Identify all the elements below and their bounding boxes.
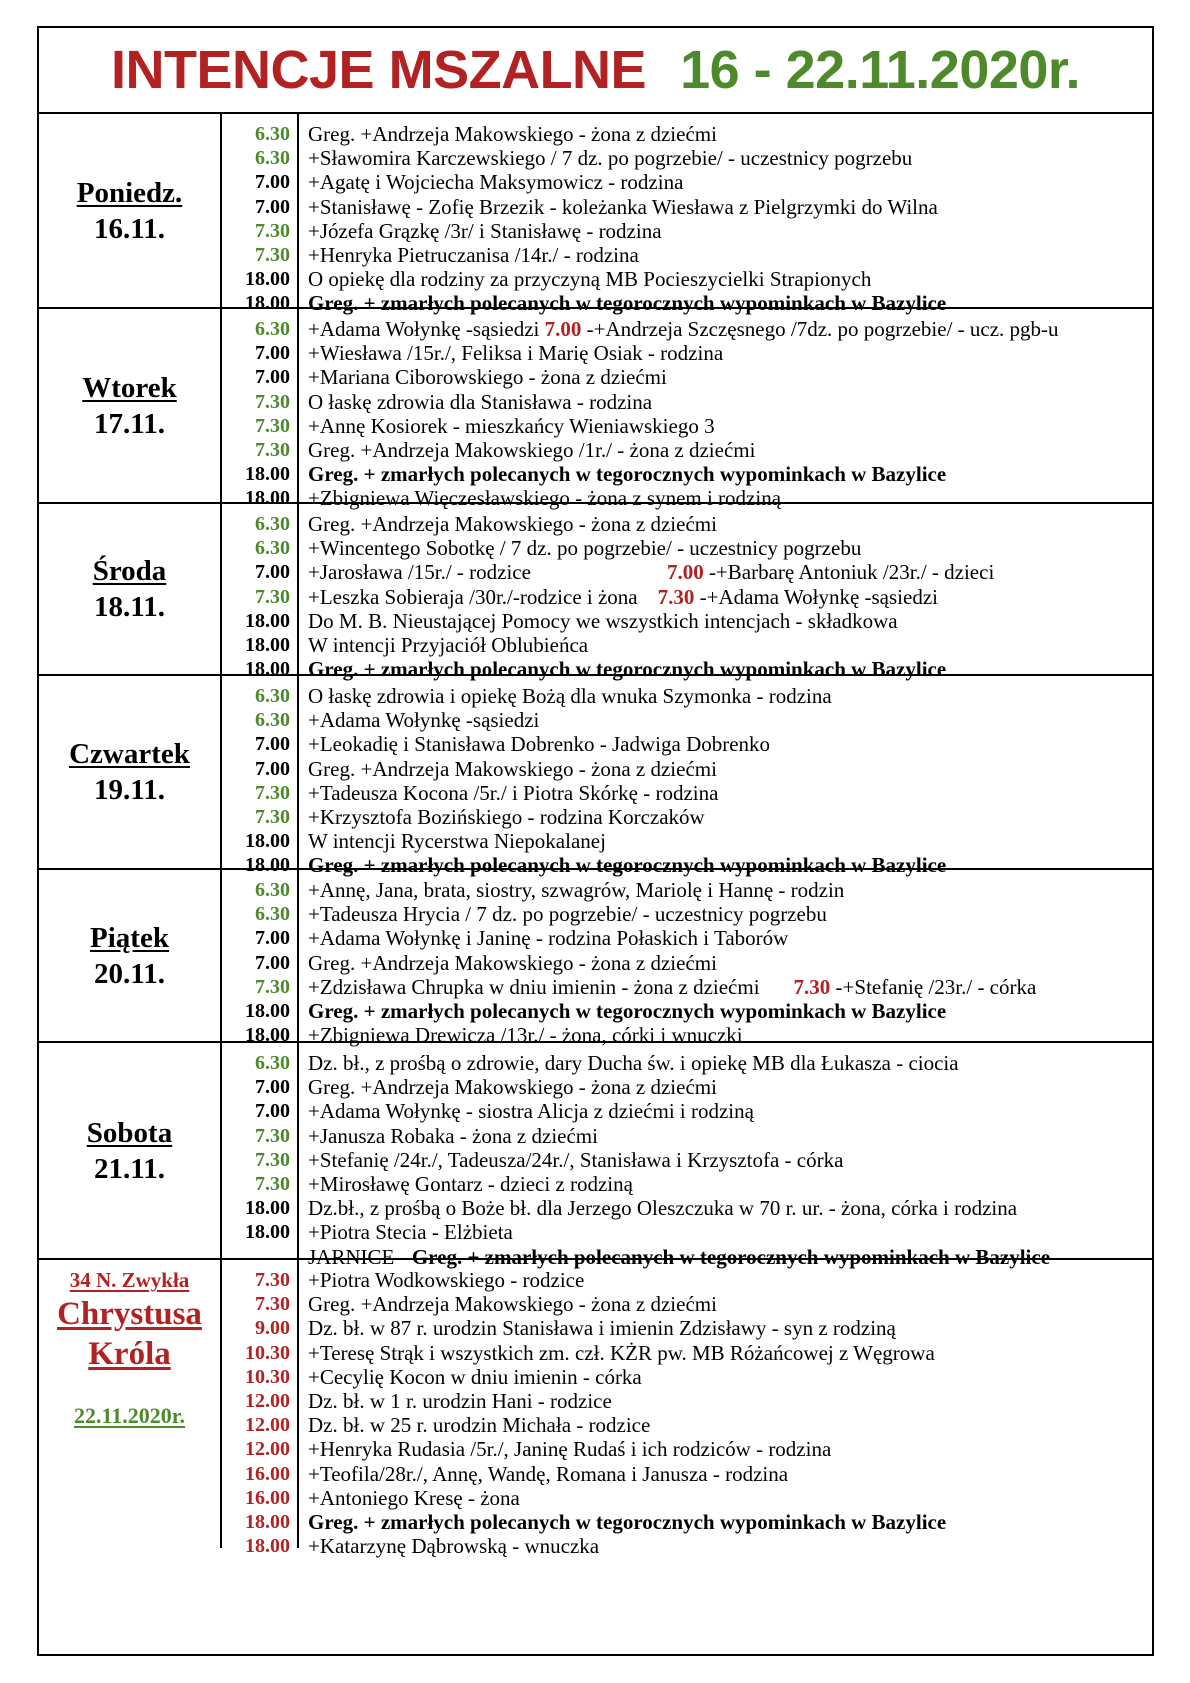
mass-time: 7.30 — [255, 1293, 290, 1316]
mass-time: 6.30 — [255, 537, 290, 560]
mass-time: 18.00 — [245, 830, 290, 853]
time-column — [222, 1043, 299, 1258]
intention-text: +Józefa Grązkę /3r/ i Stanisławę - rodzina — [308, 218, 662, 243]
day-label — [39, 309, 222, 502]
intention-text: +Leszka Sobieraja /30r./-rodzice i żona 7.30 -+Adama Wołynkę -sąsiedzi — [308, 584, 938, 609]
intention-text: Greg. + zmarłych polecanych w tegorocznych wypominkach w Bazylice — [308, 462, 947, 487]
mass-time: 7.30 — [255, 1148, 290, 1171]
mass-time: 7.30 — [255, 438, 290, 461]
mass-time: 6.30 — [255, 513, 290, 535]
mass-time: 7.30 — [255, 243, 290, 266]
mass-time: 12.00 — [245, 1389, 290, 1412]
mass-time: 18.00 — [245, 854, 290, 877]
intention-text: Greg. + zmarłych polecanych w tegorocznych wypominkach w Bazylice — [308, 657, 947, 682]
intention-text: +Antoniego Kresę - żona — [308, 1485, 520, 1510]
feast-name: Chrystusa — [57, 1296, 202, 1332]
inline-mass-time: 7.30 — [657, 584, 695, 609]
day-label — [39, 870, 222, 1041]
intention-text: Greg. +Andrzeja Makowskiego - żona z dziećmi — [308, 122, 717, 146]
intention-text: Greg. +Andrzeja Makowskiego - żona z dziećmi — [308, 1292, 717, 1317]
mass-time: 7.30 — [255, 1172, 290, 1195]
mass-time: 7.00 — [255, 927, 290, 950]
date-range: 16 - 22.11.2020r. — [680, 40, 1080, 100]
mass-time: 7.30 — [255, 585, 290, 608]
intention-text: +Henryka Pietruczanisa /14r./ - rodzina — [308, 242, 639, 267]
day-name: Poniedz. — [76, 176, 183, 209]
intention-text: +Piotra Stecia - Elżbieta — [308, 1220, 513, 1245]
intention-text: Greg. +Andrzeja Makowskiego - żona z dziećmi — [308, 950, 717, 975]
mass-time: 18.00 — [245, 1197, 290, 1220]
mass-time: 7.30 — [255, 1124, 290, 1147]
feast-name-2: Króla — [88, 1336, 171, 1372]
intention-text: O łaskę zdrowia dla Stanisława - rodzina — [308, 389, 653, 414]
day-label — [39, 1260, 222, 1548]
intention-text: Dz. bł. w 87 r. urodzin Stanisława i imienin Zdzisławy - syn z rodziną — [308, 1316, 896, 1341]
mass-time: 7.30 — [255, 975, 290, 998]
mass-time: 7.00 — [255, 561, 290, 584]
mass-time: 7.30 — [255, 414, 290, 437]
mass-time: 7.00 — [255, 1100, 290, 1123]
intention-text: +Sławomira Karczewskiego / 7 dz. po pogrzebie/ - uczestnicy pogrzebu — [308, 146, 913, 171]
mass-time: 18.00 — [245, 1510, 290, 1533]
day-date: 17.11. — [94, 407, 165, 440]
time-column — [222, 309, 299, 510]
day-section-3 — [39, 504, 1152, 682]
intention-text: +Annę Kosiorek - mieszkańcy Wieniawskiego 3 — [308, 413, 715, 438]
mass-time: 7.00 — [255, 171, 290, 194]
day-section-2 — [39, 309, 1152, 511]
mass-time: 18.00 — [245, 1024, 290, 1047]
intentions-column — [299, 1043, 1152, 1269]
mass-time: 12.00 — [245, 1414, 290, 1437]
intention-text: +Tadeusza Kocona /5r./ i Piotra Skórkę - rodzina — [308, 780, 719, 805]
mass-time: 6.30 — [255, 709, 290, 732]
intention-text: +Stanisławę - Zofię Brzezik - koleżanka Wiesława z Pielgrzymki do Wilna — [308, 194, 938, 219]
intentions-column — [299, 309, 1152, 511]
intention-text: Do M. B. Nieustającej Pomocy we wszystkich intencjach - składkowa — [308, 608, 898, 633]
page-header — [39, 28, 1152, 114]
mass-time: 10.30 — [245, 1341, 290, 1364]
intention-text: +Zbigniewa Drewicza /13r./ - żona, córki i wnuczki — [308, 1023, 743, 1048]
mass-time: 18.00 — [245, 463, 290, 486]
day-date: 16.11. — [94, 212, 165, 245]
mass-time: 7.30 — [255, 390, 290, 413]
intention-text: +Zbigniewa Więczesławskiego - żona z synem i rodziną — [308, 486, 782, 511]
intentions-column — [299, 1260, 1152, 1559]
mass-time: 7.00 — [255, 1076, 290, 1099]
day-date: 18.11. — [94, 591, 165, 623]
day-name: Sobota — [86, 1116, 173, 1149]
inline-mass-time: 7.00 — [666, 560, 704, 585]
mass-time: 18.00 — [245, 292, 290, 315]
mass-time: 18.00 — [245, 658, 290, 681]
day-section-4 — [39, 676, 1152, 878]
mass-time: 7.00 — [255, 757, 290, 780]
intention-text: Greg. +Andrzeja Makowskiego /1r./ - żona z dziećmi — [308, 437, 756, 462]
inline-mass-time: 7.30 — [793, 974, 831, 999]
sunday-date: 22.11.2020r. — [73, 1403, 186, 1428]
intention-text: Dz.bł., z prośbą o Boże bł. dla Jerzego Oleszczuka w 70 r. ur. - żona, córka i rodzina — [308, 1196, 1018, 1221]
mass-time: 6.30 — [255, 903, 290, 926]
day-label — [39, 1043, 222, 1258]
intention-text: W intencji Rycerstwa Niepokalanej — [308, 829, 606, 854]
intention-text: Greg. + zmarłych polecanych w tegorocznych wypominkach w Bazylice — [308, 1509, 947, 1534]
day-name: Czwartek — [69, 738, 190, 770]
intention-text: +Agatę i Wojciecha Maksymowicz - rodzina — [308, 170, 684, 195]
intention-text: Greg. +Andrzeja Makowskiego - żona z dziećmi — [308, 756, 717, 781]
mass-time: 7.00 — [255, 342, 290, 365]
mass-time: 7.00 — [255, 195, 290, 218]
mass-time: 9.00 — [255, 1317, 290, 1340]
intention-text: O łaskę zdrowia i opiekę Bożą dla wnuka Szymonka - rodzina — [308, 684, 832, 708]
intention-text: Greg. + zmarłych polecanych w tegorocznych wypominkach w Bazylice — [308, 291, 947, 316]
day-name: Środa — [92, 555, 167, 587]
intention-text: +Henryka Rudasia /5r./, Janinę Rudaś i ich rodziców - rodzina — [308, 1437, 832, 1462]
intention-text: +Leokadię i Stanisława Dobrenko - Jadwiga Dobrenko — [308, 732, 771, 757]
mass-time: 6.30 — [255, 1052, 290, 1074]
intentions-column — [299, 676, 1152, 878]
mass-time: 10.30 — [245, 1365, 290, 1388]
mass-time: 12.00 — [245, 1438, 290, 1461]
intention-text: +Cecylię Kocon w dniu imienin - córka — [308, 1364, 642, 1389]
intention-text: +Jarosława /15r./ - rodzice 7.00 -+Barbarę Antoniuk /23r./ - dzieci — [308, 560, 995, 585]
mass-time: 18.00 — [245, 609, 290, 632]
intentions-column — [299, 114, 1152, 316]
intention-text: Dz. bł. w 25 r. urodzin Michała - rodzice — [308, 1413, 651, 1438]
day-name: Wtorek — [82, 371, 177, 404]
intention-text: +Tadeusza Hrycia / 7 dz. po pogrzebie/ - uczestnicy pogrzebu — [308, 902, 827, 927]
time-column — [222, 504, 299, 681]
mass-time: 18.00 — [245, 999, 290, 1022]
intention-text: +Adama Wołynkę -sąsiedzi — [308, 708, 540, 733]
intention-text: +Janusza Robaka - żona z dziećmi — [308, 1123, 598, 1148]
intention-text: Greg. + zmarłych polecanych w tegorocznych wypominkach w Bazylice — [308, 853, 947, 878]
intention-text: +Katarzynę Dąbrowską - wnuczka — [308, 1534, 600, 1559]
day-label — [39, 114, 222, 307]
intention-text: W intencji Przyjaciół Oblubieńca — [308, 632, 589, 657]
intention-text: +Annę, Jana, brata, siostry, szwagrów, Mariolę i Hannę - rodzin — [308, 878, 845, 902]
mass-time: 7.30 — [255, 805, 290, 828]
days-table — [39, 114, 1152, 1559]
intention-text: +Teofila/28r./, Annę, Wandę, Romana i Janusza - rodzina — [308, 1461, 789, 1486]
intention-text: +Teresę Strąk i wszystkich zm. czł. KŻR pw. MB Różańcowej z Węgrowa — [308, 1340, 935, 1365]
intention-text: +Wiesława /15r./, Feliksa i Marię Osiak - rodzina — [308, 341, 724, 366]
intention-text: Greg. + zmarłych polecanych w tegorocznych wypominkach w Bazylice — [308, 998, 947, 1023]
mass-time: 16.00 — [245, 1462, 290, 1485]
mass-time: 6.30 — [255, 147, 290, 170]
intention-text: +Zdzisława Chrupka w dniu imienin - żona z dziećmi 7.30 -+Stefanię /23r./ - córka — [308, 974, 1037, 999]
mass-time: 7.30 — [255, 1269, 290, 1291]
mass-time: 18.00 — [245, 1221, 290, 1244]
mass-time: 6.30 — [255, 685, 290, 707]
intention-text: Greg. +Andrzeja Makowskiego - żona z dziećmi — [308, 1075, 717, 1100]
sunday-week-label: 34 N. Zwykła — [69, 1268, 190, 1292]
intention-text: +Stefanię /24r./, Tadeusza/24r./, Stanisława i Krzysztofa - córka — [308, 1147, 844, 1172]
day-section-5 — [39, 870, 1152, 1048]
mass-time: 6.30 — [255, 123, 290, 145]
intention-text: +Wincentego Sobotkę / 7 dz. po pogrzebie/ - uczestnicy pogrzebu — [308, 536, 862, 561]
intention-text: JARNICE - Greg. + zmarłych polecanych w tegorocznych wypominkach w Bazylice — [308, 1244, 1051, 1269]
intention-text: +Adama Wołynkę -sąsiedzi 7.00 -+Andrzeja Szczęsnego /7dz. po pogrzebie/ - ucz. pgb-u — [308, 317, 1059, 341]
intention-text: +Krzysztofa Bozińskiego - rodzina Korczaków — [308, 804, 705, 829]
page-title: INTENCJE MSZALNE — [111, 40, 647, 100]
intention-text: Dz. bł. w 1 r. urodzin Hani - rodzice — [308, 1388, 612, 1413]
mass-time: 16.00 — [245, 1486, 290, 1509]
mass-time: 7.00 — [255, 366, 290, 389]
intention-text: +Adama Wołynkę i Janinę - rodzina Połaskich i Taborów — [308, 926, 789, 951]
intention-text: +Piotra Wodkowskiego - rodzice — [308, 1268, 585, 1292]
day-name: Piątek — [90, 921, 169, 954]
intention-text: +Mariana Ciborowskiego - żona z dziećmi — [308, 365, 667, 390]
mass-time: 6.30 — [255, 318, 290, 340]
day-section-6 — [39, 1043, 1152, 1269]
mass-time: 18.00 — [245, 268, 290, 291]
intention-text: Greg. +Andrzeja Makowskiego - żona z dziećmi — [308, 512, 717, 536]
time-column — [222, 870, 299, 1047]
mass-time: 7.00 — [255, 951, 290, 974]
time-column — [222, 1260, 299, 1558]
mass-time: 7.30 — [255, 219, 290, 242]
intentions-column — [299, 870, 1152, 1048]
day-label — [39, 504, 222, 674]
time-column — [222, 676, 299, 877]
mass-time: 7.30 — [255, 781, 290, 804]
mass-time: 18.00 — [245, 487, 290, 510]
inline-mass-time: 7.00 — [544, 317, 582, 341]
mass-time: 18.00 — [245, 633, 290, 656]
intention-text: O opiekę dla rodziny za przyczyną MB Pocieszycielki Strapionych — [308, 267, 872, 292]
mass-time: 6.30 — [255, 879, 290, 901]
intention-text: +Mirosławę Gontarz - dzieci z rodziną — [308, 1171, 633, 1196]
day-label — [39, 676, 222, 868]
day-date: 19.11. — [94, 774, 165, 806]
day-section-sunday — [39, 1260, 1152, 1559]
day-date: 20.11. — [94, 957, 165, 990]
intention-text: Dz. bł., z prośbą o zdrowie, dary Ducha św. i opiekę MB dla Łukasza - ciocia — [308, 1051, 959, 1075]
intentions-column — [299, 504, 1152, 682]
mass-time: 7.00 — [255, 733, 290, 756]
intention-text: +Adama Wołynkę - siostra Alicja z dziećmi i rodziną — [308, 1099, 754, 1124]
mass-time: 18.00 — [245, 1535, 290, 1558]
day-section-1 — [39, 114, 1152, 316]
time-column — [222, 114, 299, 315]
day-date: 21.11. — [94, 1152, 165, 1185]
intentions-sheet — [37, 26, 1154, 1656]
